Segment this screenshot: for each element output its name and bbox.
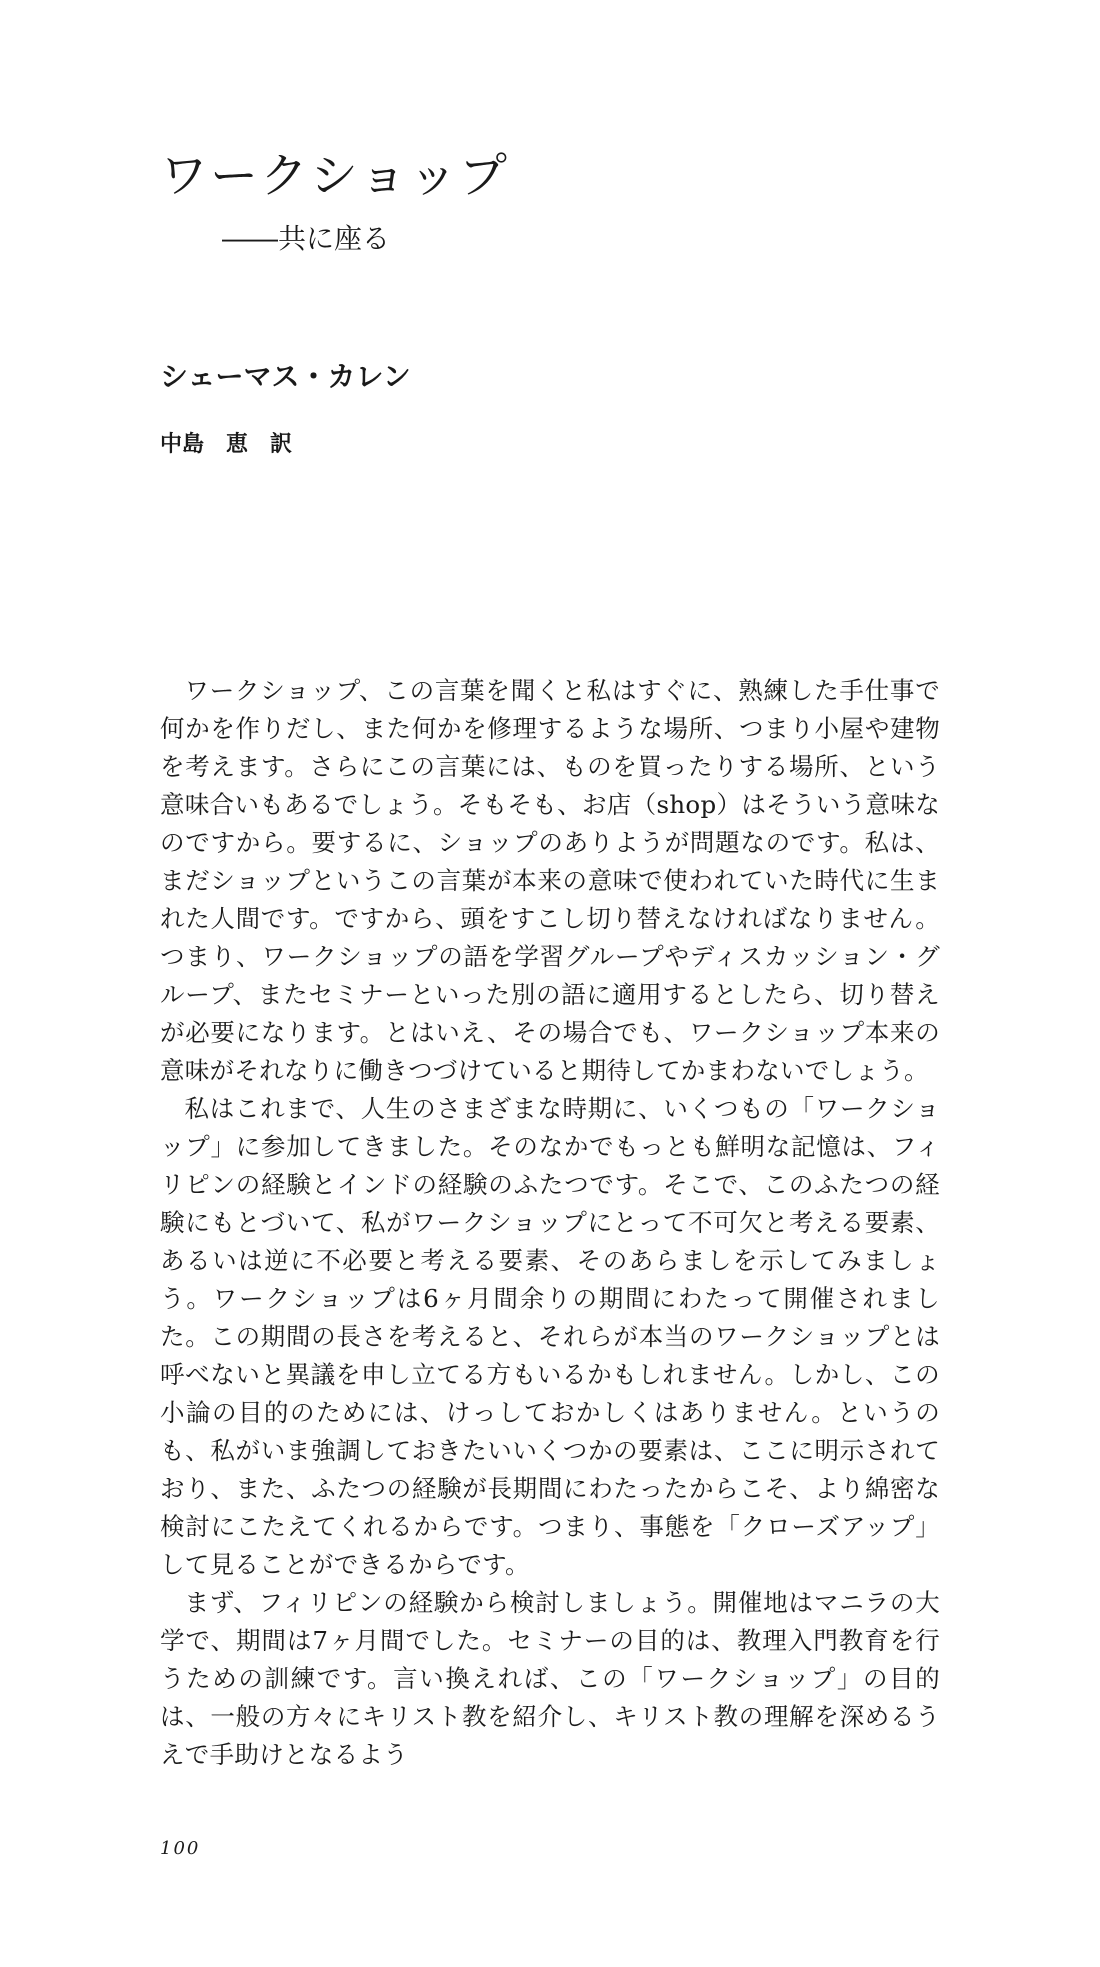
translator-credit: 中島 恵 訳 <box>160 432 293 457</box>
article-body <box>160 672 940 1774</box>
body-paragraph: 私はこれまで、人生のさまざまな時期に、いくつもの「ワークショップ」に参加してきました。そのなかでもっとも鮮明な記憶は、フィリピンの経験とインドの経験のふたつです。そこで、このふたつの経験にもとづいて、私がワークショップにとって不可欠と考える要素、あるいは逆に不必要と考える要素、そのあらましを示してみましょう。ワークショップは6ヶ月間余りの期間にわたって開催されました。この期間の長さを考えると、それらが本当のワークショップとは呼べないと異議を申し立てる方もいるかもしれません。しかし、この小論の目的のためには、けっしておかしくはありません。というのも、私がいま強調しておきたいいくつかの要素は、ここに明示されており、また、ふたつの経験が長期間にわたったからこそ、より綿密な検討にこたえてくれるからです。つまり、事態を「クローズアップ」して見ることができるからです。 <box>160 1094 940 1579</box>
article-title: ワークショップ <box>160 148 510 204</box>
body-paragraph: まず、フィリピンの経験から検討しましょう。開催地はマニラの大学で、期間は7ヶ月間でした。セミナーの目的は、教理入門教育を行うための訓練です。言い換えれば、この「ワークショップ」の目的は、一般の方々にキリスト教を紹介し、キリスト教の理解を深めるうえで手助けとなるよう <box>160 1588 940 1769</box>
author-name: シェーマス・カレン <box>160 360 411 393</box>
body-paragraph: ワークショップ、この言葉を聞くと私はすぐに、熟練した手仕事で何かを作りだし、また何かを修理するような場所、つまり小屋や建物を考えます。さらにこの言葉には、ものを買ったりする場所、という意味合いもあるでしょう。そもそも、お店（shop）はそういう意味なのですから。要するに、ショップのありようが問題なのです。私は、まだショップというこの言葉が本来の意味で使われていた時代に生まれた人間です。ですから、頭をすこし切り替えなければなりません。つまり、ワークショップの語を学習グループやディスカッション・グループ、またセミナーといった別の語に適用するとしたら、切り替えが必要になります。とはいえ、その場合でも、ワークショップ本来の意味がそれなりに働きつづけていると期待してかまわないでしょう。 <box>160 676 940 1085</box>
article-subtitle: ――共に座る <box>222 222 391 255</box>
page-number: 100 <box>160 1838 201 1859</box>
